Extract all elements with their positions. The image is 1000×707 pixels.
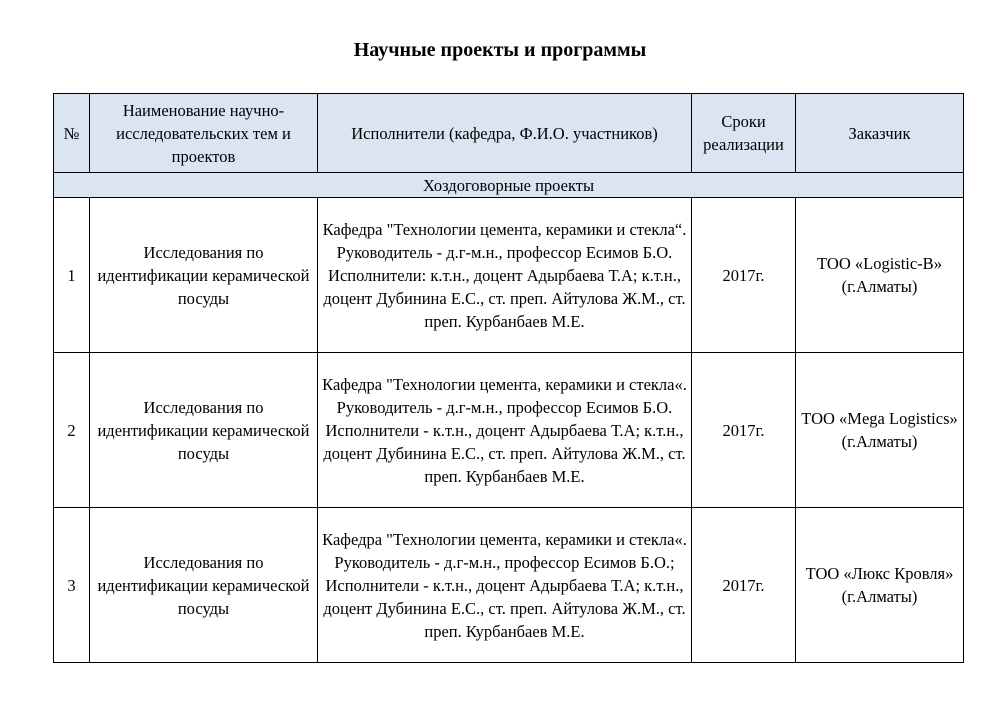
- row-customer: ТОО «Mega Logistics» (г.Алматы): [796, 353, 964, 508]
- row-executors: Кафедра "Технологии цемента, керамики и стекла«. Руководитель - д.г-м.н., профессор Есимов Б.О.; Исполнители - к.т.н., доцент Адырбаева Т.А; к.т.н., доцент Дубинина Е.С., ст. преп. Айтулова Ж.М., ст. преп. Курбанбаев М.Е.: [318, 508, 692, 663]
- row-executors: Кафедра "Технологии цемента, керамики и стекла«. Руководитель - д.г-м.н., профессор Есимов Б.О. Исполнители - к.т.н., доцент Адырбаева Т.А; к.т.н., доцент Дубинина Е.С., ст. преп. Айтулова Ж.М., ст. преп. Курбанбаев М.Е.: [318, 353, 692, 508]
- row-terms: 2017г.: [692, 508, 796, 663]
- row-executors: Кафедра "Технологии цемента, керамики и стекла“. Руководитель - д.г-м.н., профессор Есимов Б.О. Исполнители: к.т.н., доцент Адырбаева Т.А; к.т.н., доцент Дубинина Е.С., ст. преп. Айтулова Ж.М., ст. преп. Курбанбаев М.Е.: [318, 198, 692, 353]
- projects-table: [53, 93, 964, 663]
- row-name: Исследования по идентификации керамической посуды: [90, 353, 318, 508]
- row-terms: 2017г.: [692, 198, 796, 353]
- table-row: [54, 508, 964, 663]
- header-executors: Исполнители (кафедра, Ф.И.О. участников): [318, 94, 692, 173]
- row-name: Исследования по идентификации керамической посуды: [90, 198, 318, 353]
- table-header-row: [54, 94, 964, 173]
- section-row: [54, 173, 964, 198]
- row-num: 2: [54, 353, 90, 508]
- table-row: [54, 353, 964, 508]
- row-num: 1: [54, 198, 90, 353]
- header-name: Наименование научно-исследовательских тем и проектов: [90, 94, 318, 173]
- row-customer: ТОО «Люкс Кровля» (г.Алматы): [796, 508, 964, 663]
- header-customer: Заказчик: [796, 94, 964, 173]
- table-row: [54, 198, 964, 353]
- row-customer: ТОО «Logistic-B» (г.Алматы): [796, 198, 964, 353]
- row-name: Исследования по идентификации керамической посуды: [90, 508, 318, 663]
- row-num: 3: [54, 508, 90, 663]
- header-terms: Сроки реализации: [692, 94, 796, 173]
- section-title: Хоздоговорные проекты: [54, 173, 964, 198]
- row-terms: 2017г.: [692, 353, 796, 508]
- header-num: №: [54, 94, 90, 173]
- page-title: Научные проекты и программы: [353, 39, 647, 61]
